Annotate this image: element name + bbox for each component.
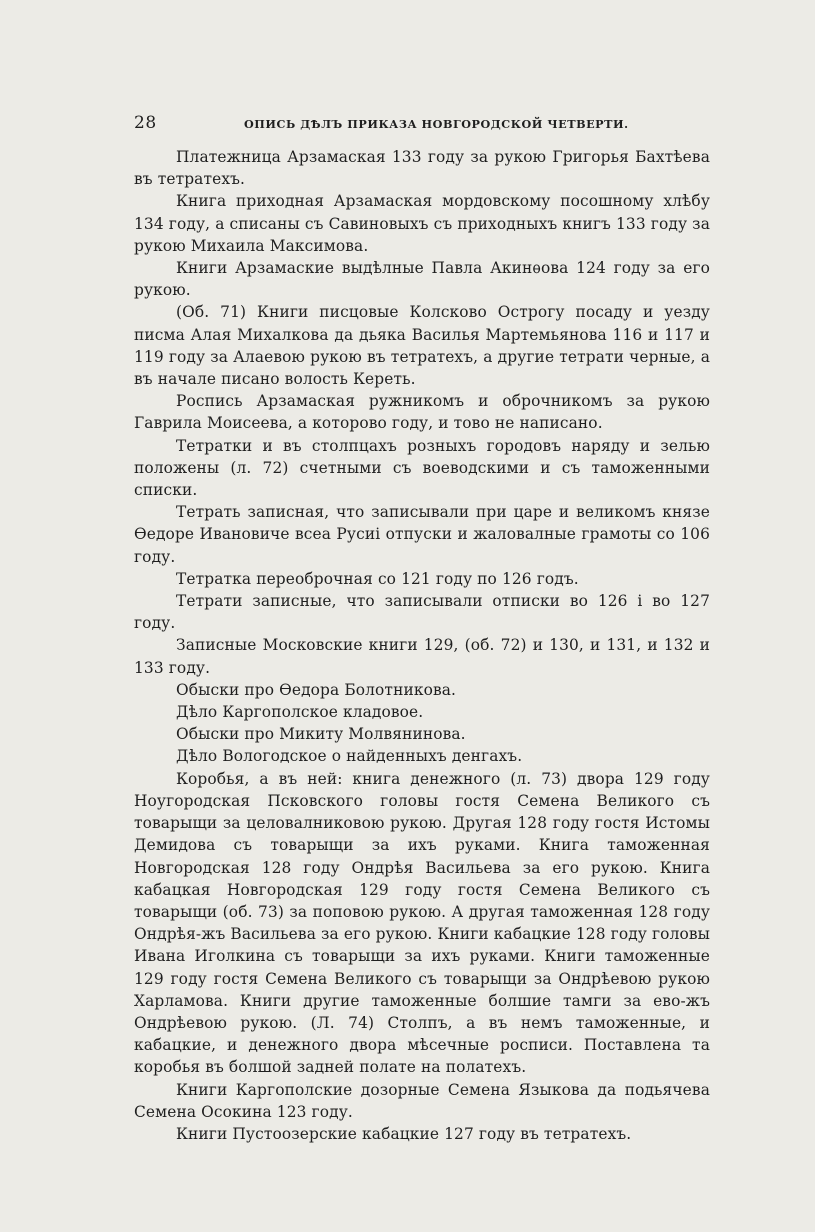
paragraph: Тетрати записные, что записывали отписки во 126 і во 127 году. xyxy=(134,592,710,633)
paragraph: Дѣло Каргополское кладовое. xyxy=(176,703,424,722)
paragraph: (Об. 71) Книги писцовые Колсково Острогу посаду и уезду писма Алая Михалкова да дьяка Василья Мартемьянова 116 и 117 и 119 году за Алаевою рукою въ тетратехъ, а другие тетрати черные, а въ начале писано волость Кереть. xyxy=(134,303,710,389)
paragraph: Обыски про Микиту Молвянинова. xyxy=(176,725,466,744)
running-title: ОПИСЬ ДѢЛЪ ПРИКАЗА НОВГОРОДСКОЙ ЧЕТВЕРТИ. xyxy=(244,117,629,131)
paragraph: Роспись Арзамаская ружникомъ и оброчникомъ за рукою Гаврила Моисеева, а которово году, и тово не написано. xyxy=(134,392,710,433)
paragraph: Коробья, а въ ней: книга денежного (л. 73) двора 129 году Ноугородская Псковского головы гостя Семена Великого съ товарыщи за целовалниковою рукою. Другая 128 году гостя Истомы Демидова съ товарыщи за ихъ руками. Книга таможенная Новгородская 128 году Ондрѣя Васильева за его рукою. Книга кабацкая Новгородская 129 году гостя Семена Великого съ товарыщи (об. 73) за поповою рукою. А другая таможенная 128 году Ондрѣя-жъ Васильева за его рукою. Книги кабацкие 128 году головы Ивана Иголкина съ товарыщи за ихъ руками. Книги таможенные 129 году гостя Семена Великого съ товарыщи за Ондрѣевою рукою Харламова. Книги другие таможенные болшие тамги за ево-жъ Ондрѣевою рукою. (Л. 74) Столпъ, а въ немъ таможенные, и кабацкие, и денежного двора мѣсечные росписи. Поставлена та коробья въ болшой задней полате на полатехъ. xyxy=(134,769,711,1077)
paragraph: Тетрать записная, что записывали при царе и великомъ князе Ѳедоре Ивановиче всеа Русиі отпуски и жаловалные грамоты со 106 году. xyxy=(134,503,710,566)
paragraph: Дѣло Вологодское о найденныхъ денгахъ. xyxy=(176,747,523,766)
paragraph: Обыски про Ѳедора Болотникова. xyxy=(176,680,457,699)
paragraph: Записные Московские книги 129, (об. 72) и 130, и 131, и 132 и 133 году. xyxy=(134,636,710,677)
paragraph: Тетратка переоброчная со 121 году по 126 годъ. xyxy=(176,569,579,588)
paragraph: Книга приходная Арзамаская мордовскому посошному хлѣбу 134 году, а списаны съ Савиновыхъ съ приходныхъ книгъ 133 году за рукою Михаила Максимова. xyxy=(134,192,710,255)
paragraph: Книги Пустоозерские кабацкие 127 году въ тетратехъ. xyxy=(176,1124,632,1143)
page-header xyxy=(134,113,710,137)
paragraph: Книги Арзамаские выдѣлные Павла Акинѳова 124 году за его рукою. xyxy=(134,259,710,300)
body-text xyxy=(134,146,710,1145)
paragraph: Платежница Арзамаская 133 году за рукою Григорья Бахтѣева въ тетратехъ. xyxy=(134,148,710,189)
paragraph: Тетратки и въ столпцахъ розныхъ городовъ наряду и зелью положены (л. 72) счетными съ воеводскими и съ таможенными списки. xyxy=(134,436,710,500)
paragraph: Книги Каргополские дозорные Семена Языкова да подьячева Семена Осокина 123 году. xyxy=(134,1080,710,1121)
page-number: 28 xyxy=(134,113,157,133)
